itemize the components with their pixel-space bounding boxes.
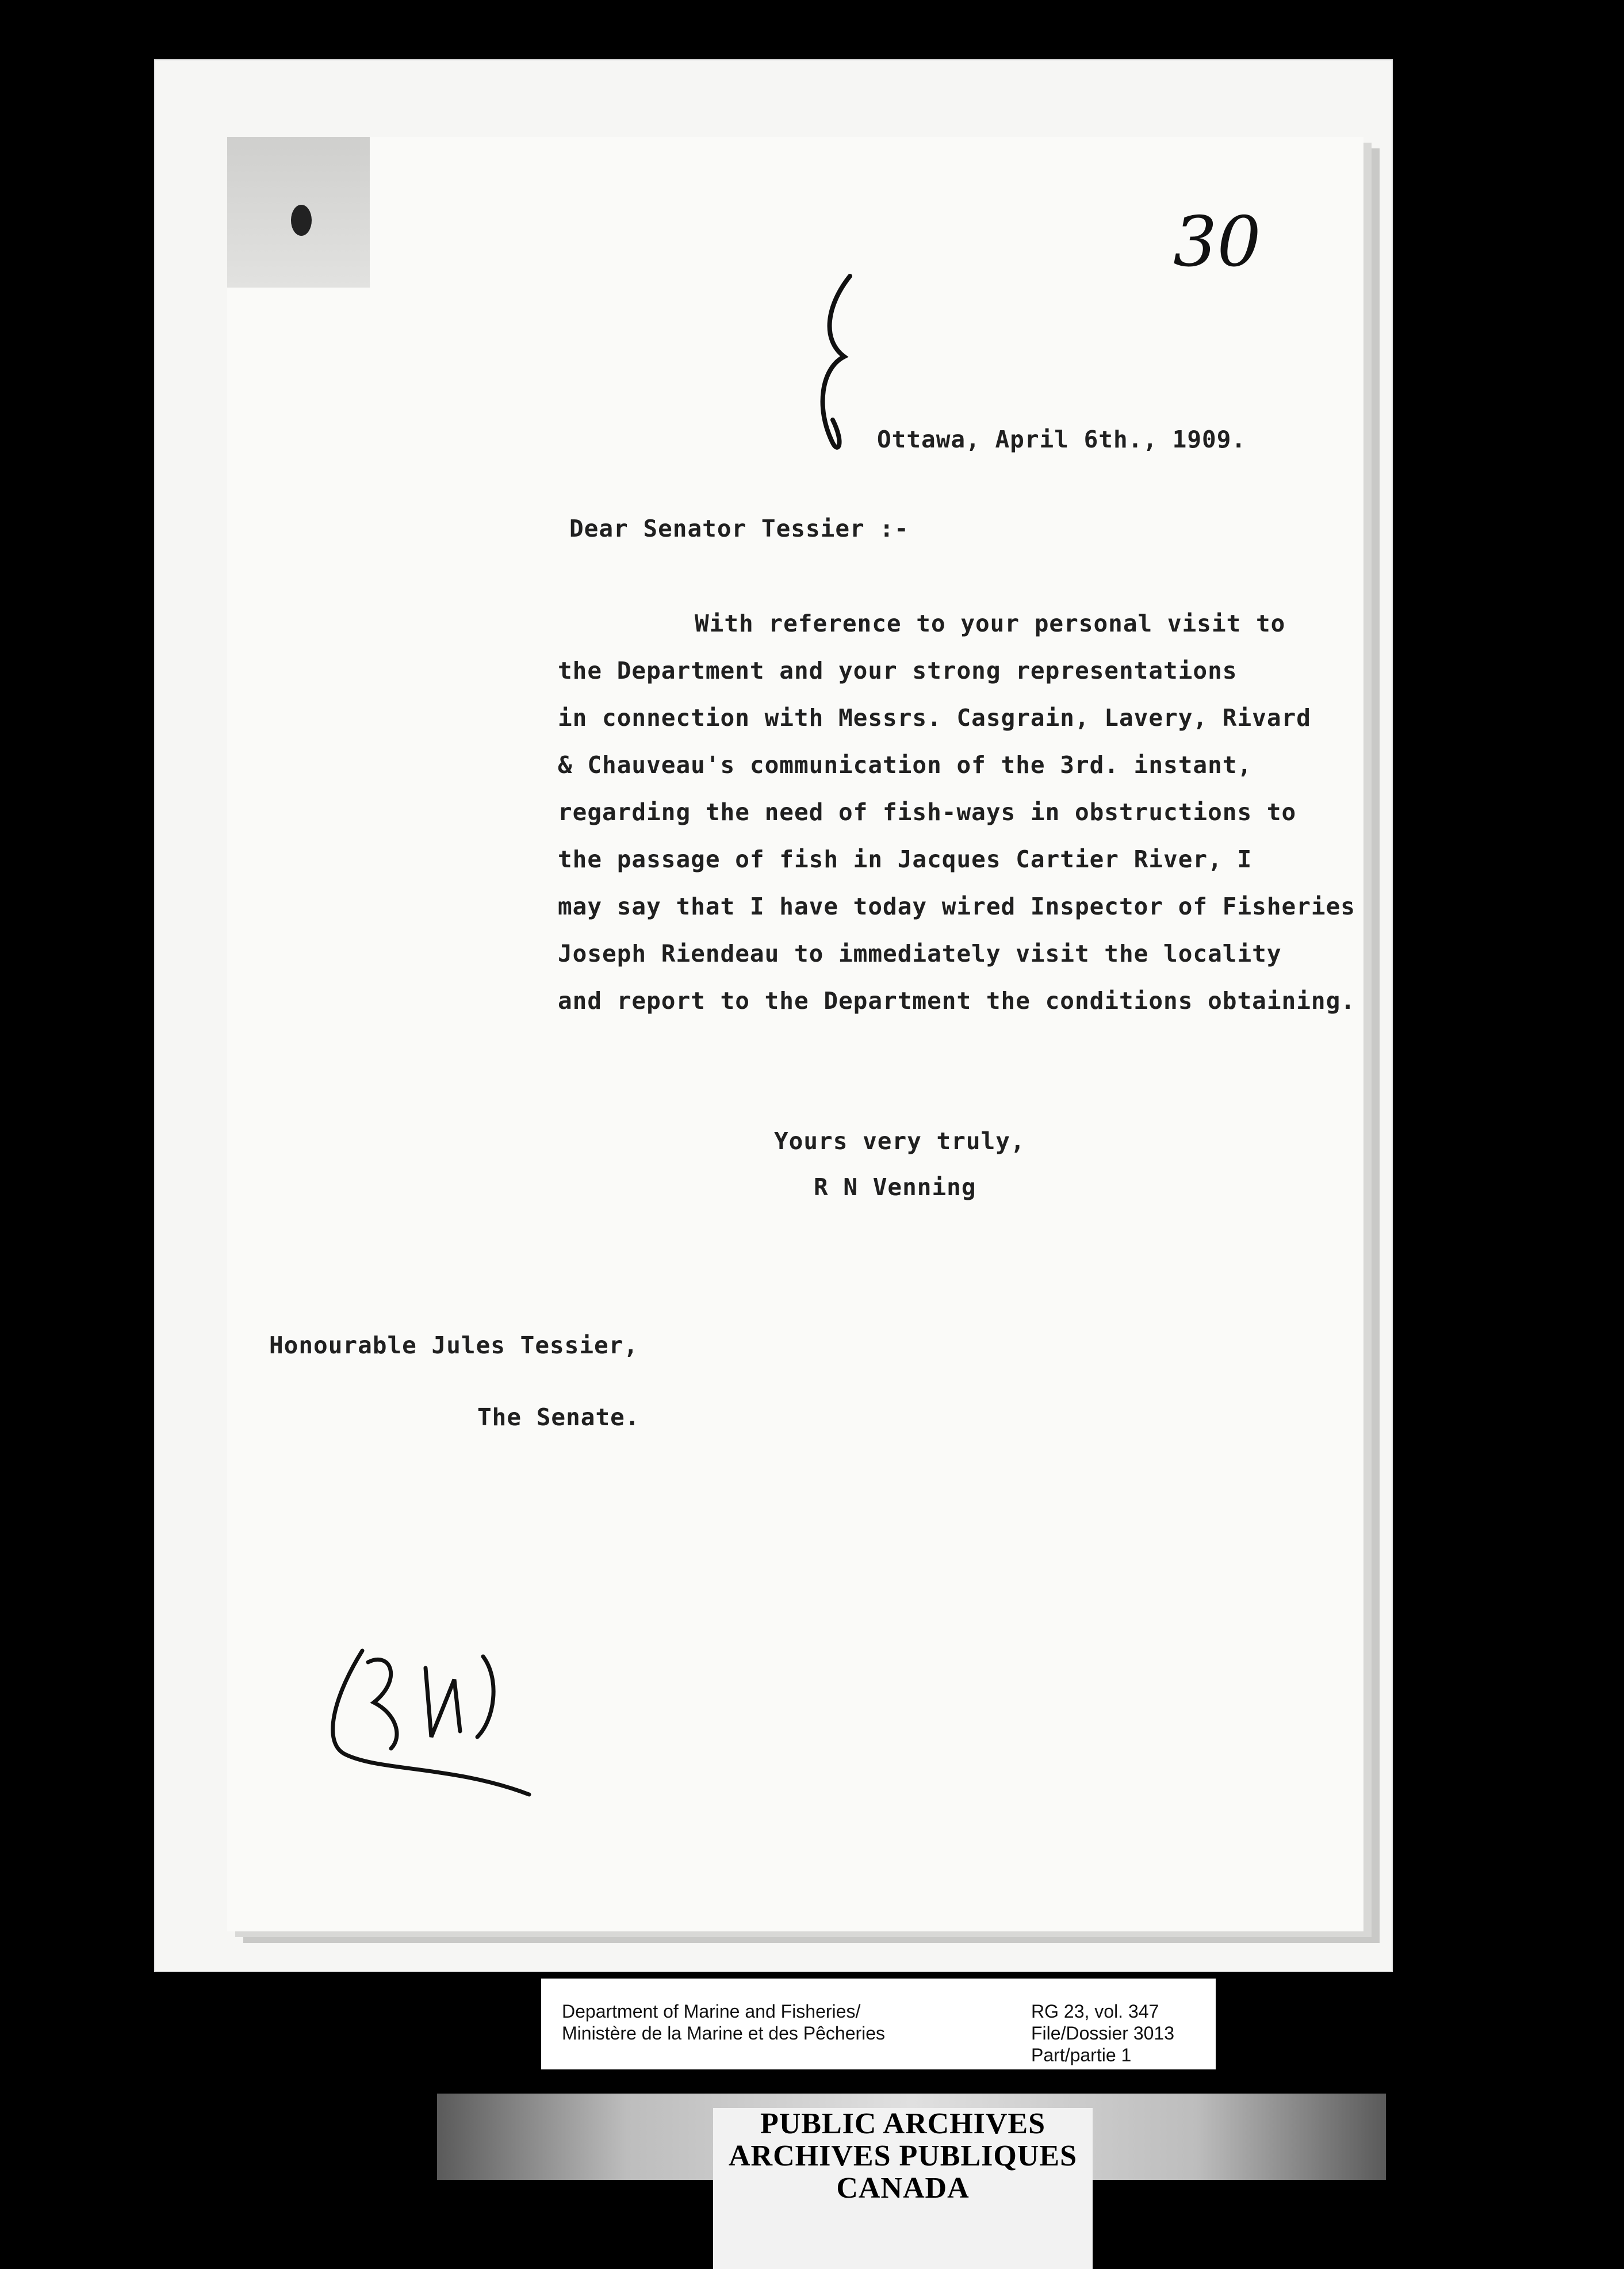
closing: Yours very truly, [774, 1127, 1025, 1155]
archive-label [541, 1979, 1216, 2069]
body-line: Joseph Riendeau to immediately visit the locality [558, 940, 1282, 967]
body-line: may say that I have today wired Inspector of Fisheries [558, 893, 1355, 920]
stamp-line: ARCHIVES PUBLIQUES [728, 2140, 1078, 2172]
body-line: and report to the Department the conditions obtaining. [558, 987, 1355, 1015]
stamp-line: CANADA [836, 2172, 970, 2205]
addressee: Honourable Jules Tessier, [269, 1331, 639, 1359]
salutation: Dear Senator Tessier :- [569, 515, 909, 542]
body-line: With reference to your personal visit to [695, 610, 1286, 637]
label-part: Part/partie 1 [1031, 2045, 1132, 2065]
body-line: the Department and your strong representations [558, 657, 1238, 684]
label-rg-volume: RG 23, vol. 347 [1031, 2001, 1159, 2022]
label-department-en: Department of Marine and Fisheries/ [562, 2001, 861, 2022]
stamp-line: PUBLIC ARCHIVES [760, 2107, 1046, 2140]
body-line: the passage of fish in Jacques Cartier River, I [558, 845, 1253, 873]
archives-stamp [713, 2108, 1093, 2269]
dateline: Ottawa, April 6th., 1909. [877, 426, 1247, 453]
body-line: regarding the need of fish-ways in obstructions to [558, 798, 1297, 826]
folio-number: 30 [1173, 202, 1261, 282]
typed-signature: R N Venning [814, 1173, 976, 1201]
punch-hole-mark [291, 205, 312, 236]
label-file: File/Dossier 3013 [1031, 2023, 1174, 2044]
body-line: & Chauveau's communication of the 3rd. instant, [558, 751, 1253, 779]
body-line: in connection with Messrs. Casgrain, Lavery, Rivard [558, 704, 1311, 732]
address-line: The Senate. [477, 1403, 640, 1431]
handwritten-initials [311, 1628, 564, 1800]
label-department-fr: Ministère de la Marine et des Pêcheries [562, 2023, 886, 2044]
